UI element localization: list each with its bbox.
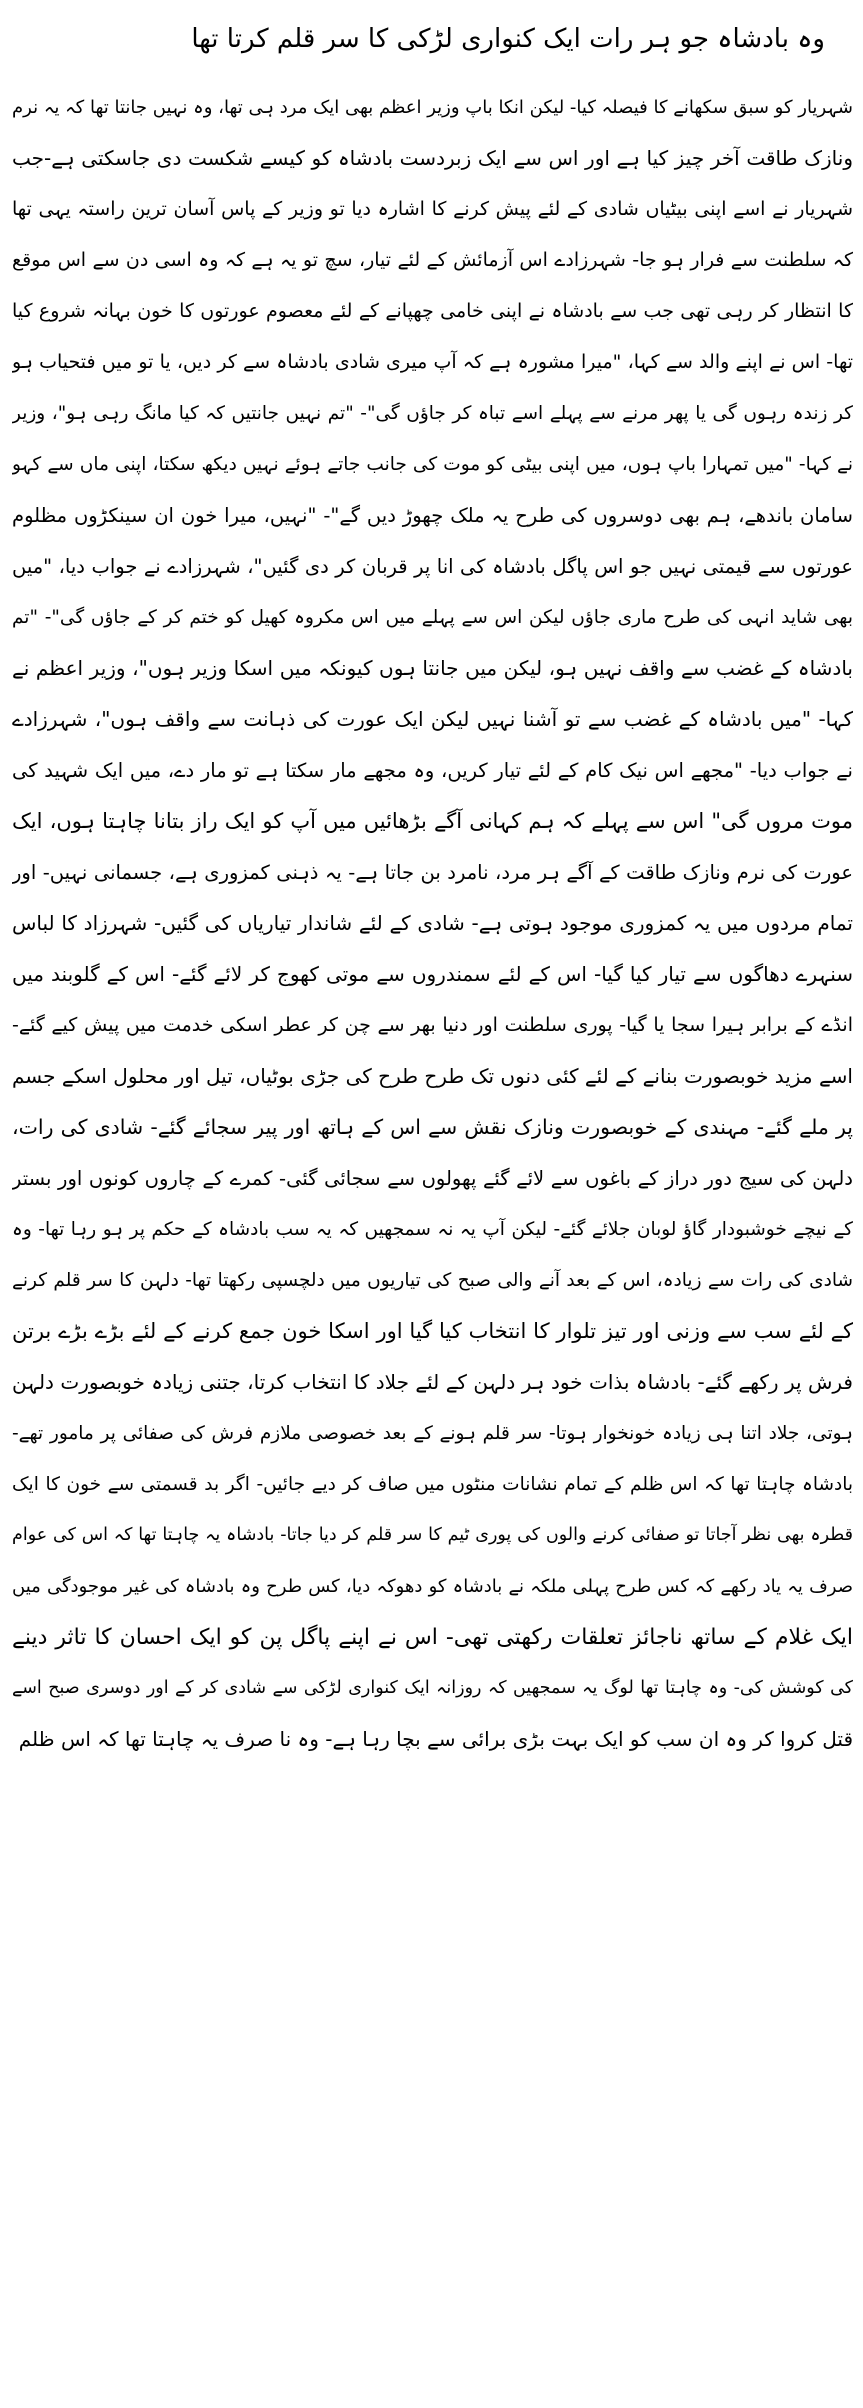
article-line: کی کوشش کی- وہ چاہتا تھا لوگ یہ سمجھیں کہ روزانہ ایک کنواری لڑکی سے شادی کر کے اور دوسری صبح اسے <box>12 1678 853 1698</box>
article-line: کا انتظار کر رہی تھی جب سے بادشاہ نے اپنی خامی چھپانے کے لئے معصوم عورتوں کا خون بہانہ شروع کیا <box>12 300 853 322</box>
article-line: ایک غلام کے ساتھ ناجائز تعلقات رکھتی تھی- اس نے اپنے پاگل پن کو ایک احسان کا تاثر دینے <box>12 1625 853 1650</box>
article-line: کے نیچے خوشبودار گاؤ لوبان جلائے گئے- لیکن آپ یہ نہ سمجھیں کہ یہ سب بادشاہ کے حکم پر ہو رہا تھا- وہ <box>12 1219 853 1240</box>
article-line: انڈے کے برابر ہیرا سجا یا گیا- پوری سلطنت اور دنیا بھر سے چن کر عطر اسکی خدمت میں پیش کیے گئے- <box>12 1014 853 1036</box>
article-line: قطرہ بھی نظر آجاتا تو صفائی کرنے والوں کی پوری ٹیم کا سر قلم کر دیا جاتا- بادشاہ یہ چاہتا تھا کہ اس کی عوام <box>12 1525 853 1545</box>
article-line: صرف یہ یاد رکھے کہ کس طرح پہلی ملکہ نے بادشاہ کو دھوکہ دیا، کس طرح وہ بادشاہ کی غیر موجودگی میں <box>12 1576 853 1597</box>
article-line: کر زندہ رہوں گی یا پھر مرنے سے پہلے اسے تباہ کر جاؤں گی"- "تم نہیں جانتیں کہ کیا مانگ رہی ہو"، وزیر <box>12 403 853 424</box>
article-line: قتل کروا کر وہ ان سب کو ایک بہت بڑی برائی سے بچا رہا ہے- وہ نا صرف یہ چاہتا تھا کہ اس ظلم <box>18 1727 853 1751</box>
article-line: نے کہا- "میں تمہارا باپ ہوں، میں اپنی بیٹی کو موت کی جانب جاتے ہوئے نہیں دیکھ سکتا، اپنی ماں سے کہو <box>12 454 853 475</box>
article-line: پر ملے گئے- مہندی کے خوبصورت ونازک نقش سے اس کے ہاتھ اور پیر سجائے گئے- شادی کی رات، <box>12 1115 853 1139</box>
article-line: بادشاہ چاہتا تھا کہ اس ظلم کے تمام نشانات منٹوں میں صاف کر دیے جائیں- اگر بد قسمتی سے خون کا ایک <box>12 1474 853 1495</box>
article-line: شادی کی رات سے زیادہ، اس کے بعد آنے والی صبح کی تیاریوں میں دلچسپی رکھتا تھا- دلہن کا سر قلم کرنے <box>12 1270 853 1291</box>
article-line: تمام مردوں میں یہ کمزوری موجود ہوتی ہے- شادی کے لئے شاندار تیاریاں کی گئیں- شہرزاد کا لباس <box>12 911 853 935</box>
article-line: کے لئے سب سے وزنی اور تیز تلوار کا انتخاب کیا گیا اور اسکا خون جمع کرنے کے لئے بڑے بڑے برتن <box>12 1319 853 1343</box>
article-line: ونازک طاقت آخر چیز کیا ہے اور اس سے ایک زبردست بادشاہ کو کیسے شکست دی جاسکتی ہے-جب <box>12 146 853 170</box>
article-line: شہریار نے اسے اپنی بیٹیاں شادی کے لئے پیش کرنے کا اشارہ دیا تو وزیر کے پاس آسان ترین راستہ یہی تھا <box>12 198 853 220</box>
article-body <box>12 82 853 1765</box>
article-line: ہوتی، جلاد اتنا ہی زیادہ خونخوار ہوتا- سر قلم ہونے کے بعد خصوصی ملازم فرش کی صفائی پر مامور تھے- <box>12 1423 853 1444</box>
article-line: کہ سلطنت سے فرار ہو جا- شہرزادے اس آزمائش کے لئے تیار، سچ تو یہ ہے کہ وہ اسی دن سے اس موقع <box>12 249 853 271</box>
article-line: سنہرے دھاگوں سے تیار کیا گیا- اس کے لئے سمندروں سے موتی کھوج کر لائے گئے- اس کے گلوبند میں <box>12 962 853 986</box>
article-line: تھا- اس نے اپنے والد سے کہا، "میرا مشورہ ہے کہ آپ میری شادی بادشاہ سے کر دیں، یا تو میں فتحیاب ہو <box>12 351 853 373</box>
article-title: وہ بادشاہ جو ہر رات ایک کنواری لڑکی کا سر قلم کرتا تھا <box>191 24 825 54</box>
article-line: فرش پر رکھے گئے- بادشاہ بذات خود ہر دلہن کے لئے جلاد کا انتخاب کرتا، جتنی زیادہ خوبصورت دلہن <box>12 1370 853 1394</box>
article-line: عورت کی نرم ونازک طاقت کے آگے ہر مرد، نامرد بن جاتا ہے- یہ ذہنی کمزوری ہے، جسمانی نہیں- اور <box>12 861 853 884</box>
article-line: اسے مزید خوبصورت بنانے کے لئے کئی دنوں تک طرح طرح کی جڑی بوٹیاں، تیل اور محلول اسکے جسم <box>12 1064 853 1088</box>
article-line: کہا- "میں بادشاہ کے غضب سے تو آشنا نہیں لیکن ایک عورت کی ذہانت سے واقف ہوں"، شہرزادے <box>12 707 853 731</box>
article-line: سامان باندھے، ہم بھی دوسروں کی طرح یہ ملک چھوڑ دیں گے"- "نہیں، میرا خون ان سینکڑوں مظلوم <box>12 504 853 527</box>
article-line: شہریار کو سبق سکھانے کا فیصلہ کیا- لیکن انکا باپ وزیر اعظم بھی ایک مرد ہی تھا، وہ نہیں جانتا تھا کہ یہ نرم <box>12 97 853 118</box>
article-line: عورتوں سے قیمتی نہیں جو اس پاگل بادشاہ کی انا پر قربان کر دی گئیں"، شہرزادے نے جواب دیا، "میں <box>12 555 853 578</box>
article-line: نے جواب دیا- "مجھے اس نیک کام کے لئے تیار کریں، وہ مجھے مار سکتا ہے تو مار دے، میں ایک شہید کی <box>12 759 853 782</box>
article-line: دلہن کی سیج دور دراز کے باغوں سے لائے گئے پھولوں سے سجائی گئی- کمرے کے چاروں کونوں اور بستر <box>12 1167 853 1190</box>
article-line: بادشاہ کے غضب سے واقف نہیں ہو، لیکن میں جانتا ہوں کیونکہ میں اسکا وزیر ہوں"، وزیر اعظم نے <box>12 656 853 680</box>
article-line: موت مروں گی" اس سے پہلے کہ ہم کہانی آگے بڑھائیں میں آپ کو ایک راز بتانا چاہتا ہوں، ایک <box>12 809 853 833</box>
article-line: بھی شاید انہی کی طرح ماری جاؤں لیکن اس سے پہلے میں اس مکروہ کھیل کو ختم کر کے جاؤں گی"- "تم <box>12 607 853 628</box>
